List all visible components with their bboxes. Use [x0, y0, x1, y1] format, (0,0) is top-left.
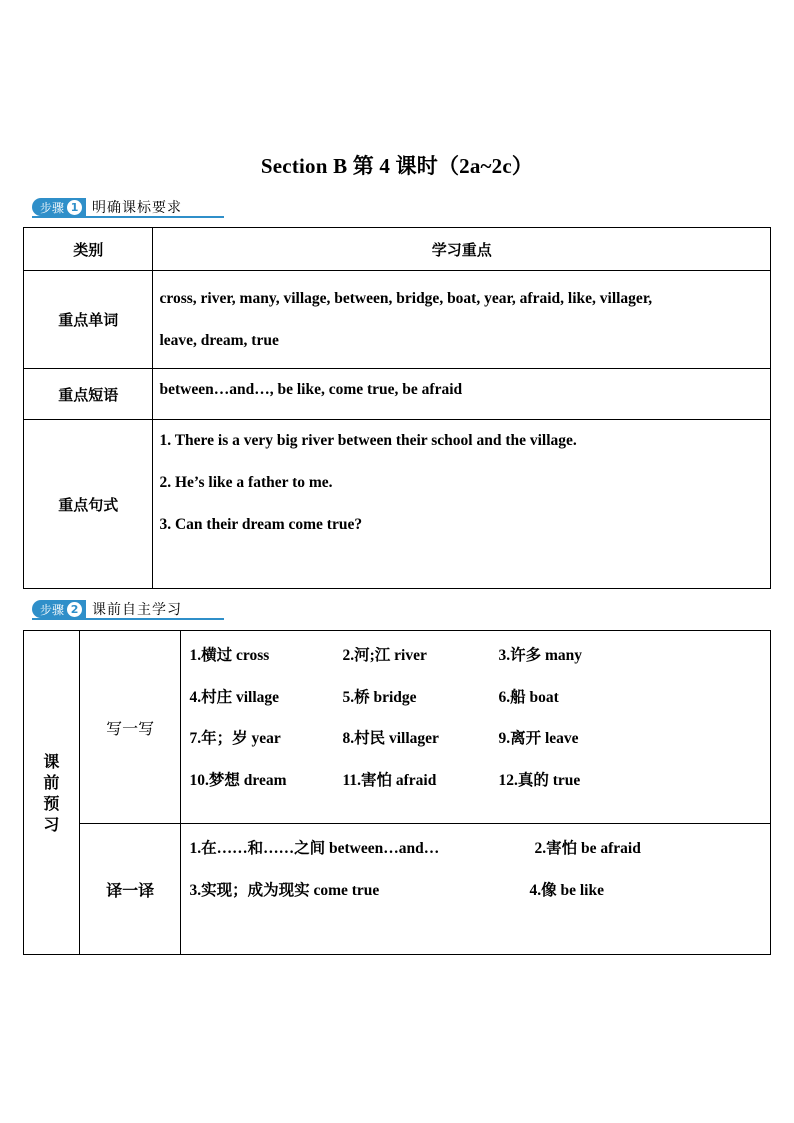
table-header-row [24, 228, 771, 271]
phrase-item: 4.像 be like [529, 881, 604, 899]
side-label-char: 前 [43, 772, 60, 792]
step-title: 课前自主学习 [92, 602, 183, 618]
list-item [189, 870, 762, 912]
vocab-item: 7.年；岁 year [189, 730, 281, 747]
step-number: 1 [67, 200, 82, 215]
step-badge [32, 600, 86, 618]
list-item [189, 677, 762, 719]
row-content [153, 420, 771, 589]
list-item [189, 828, 762, 870]
key-points-table [23, 227, 771, 589]
vocab-item: 12.真的 true [498, 771, 581, 789]
side-label-char: 课 [43, 751, 60, 771]
header-category: 类别 [24, 228, 153, 271]
step-title: 明确课标要求 [92, 200, 183, 216]
content-line: cross, river, many, village, between, bridge, boat, year, afraid, like, villager, [159, 289, 653, 307]
content-line: 2. He’s like a father to me. [159, 474, 333, 491]
page-title: Section B 第 4 课时（2a~2c） [260, 154, 534, 178]
table-row [24, 369, 771, 420]
row-content [153, 271, 771, 369]
vocab-item: 9.离开 leave [498, 730, 579, 747]
side-label-char: 预 [43, 793, 60, 813]
step-badge [32, 198, 86, 216]
table-row [24, 631, 771, 824]
table-row [24, 824, 771, 955]
row-category: 重点句式 [24, 420, 153, 589]
preview-table [23, 630, 771, 955]
step-2-heading [32, 600, 182, 618]
vocab-item: 11.害怕 afraid [342, 771, 437, 789]
step-1-heading [32, 198, 182, 216]
vocab-item: 4.村庄 village [189, 688, 280, 706]
list-item [189, 760, 762, 802]
row-category: 重点单词 [24, 271, 153, 369]
list-item [189, 718, 762, 760]
step-number: 2 [67, 602, 82, 617]
step-underline [32, 618, 224, 620]
phrase-item: 2.害怕 be afraid [534, 840, 641, 857]
side-label-char: 习 [43, 814, 60, 834]
translate-section-content [181, 824, 771, 955]
row-content [153, 369, 771, 420]
step-badge-label: 步骤 [40, 200, 65, 215]
content-line: leave, dream, true [159, 331, 279, 349]
vocab-item: 8.村民 villager [342, 730, 439, 747]
row-category: 重点短语 [24, 369, 153, 420]
vocab-item: 3.许多 many [498, 647, 583, 664]
step-badge-label: 步骤 [40, 602, 65, 617]
list-item [189, 635, 762, 677]
table-row [24, 271, 771, 369]
content-line: between…and…, be like, come true, be afraid [159, 381, 463, 398]
content-line: 3. Can their dream come true? [159, 516, 363, 533]
vocab-item: 2.河;江 river [342, 647, 427, 664]
step-underline [32, 216, 224, 218]
phrase-item: 1.在……和……之间 between…and… [189, 840, 440, 857]
translate-section-label: 译一译 [79, 824, 181, 955]
write-section-label: 写一写 [79, 631, 181, 824]
vocab-item: 10.梦想 dream [189, 771, 287, 789]
header-focus: 学习重点 [153, 228, 771, 271]
content-line: 1. There is a very big river between their school and the village. [159, 432, 577, 449]
write-section-content [181, 631, 771, 824]
vocab-item: 6.船 boat [498, 688, 559, 706]
vocab-item: 1.横过 cross [189, 647, 270, 664]
vocab-item: 5.桥 bridge [342, 688, 417, 706]
table-row [24, 420, 771, 589]
side-label [24, 631, 80, 955]
phrase-item: 3.实现；成为现实 come true [189, 881, 380, 899]
